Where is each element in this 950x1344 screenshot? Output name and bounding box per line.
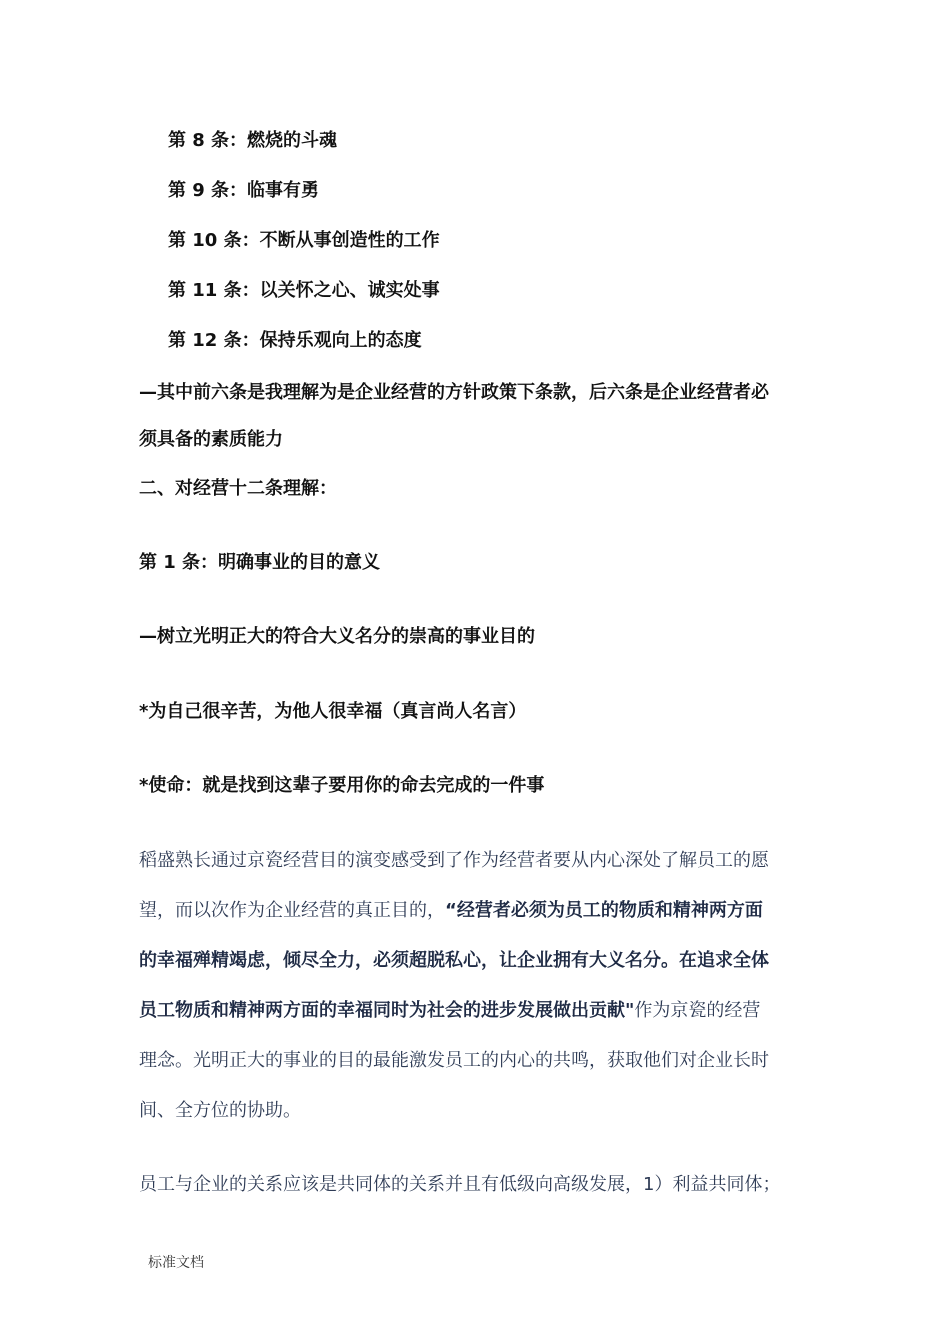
- point-3: *使命：就是找到这辈子要用你的命去完成的一件事: [139, 775, 545, 796]
- para1-line-2-plain: 望，而以次作为企业经营的真正目的，: [139, 900, 445, 921]
- article-11: 第 11 条：以关怀之心、诚实处事: [168, 280, 440, 301]
- paragraph-2: 员工与企业的关系应该是共同体的关系并且有低级向高级发展，1）利益共同体；: [139, 1174, 781, 1195]
- article-9: 第 9 条：临事有勇: [168, 180, 320, 201]
- summary-line-2: 须具备的素质能力: [139, 429, 283, 450]
- para1-line-6: 间、全方位的协助。: [139, 1100, 301, 1121]
- section-heading: 二、对经营十二条理解：: [139, 478, 337, 499]
- point-2: *为自己很辛苦，为他人很幸福（真言尚人名言）: [139, 701, 527, 722]
- para1-line-2-bold: “经营者必须为员工的物质和精神两方面: [445, 900, 763, 921]
- para1-line-2: [139, 899, 763, 923]
- para1-line-4-plain: 作为京瓷的经营: [634, 1000, 761, 1021]
- para1-line-4: [139, 999, 760, 1023]
- article-8: 第 8 条：燃烧的斗魂: [168, 130, 338, 151]
- article-12: 第 12 条：保持乐观向上的态度: [168, 330, 422, 351]
- point-1: —树立光明正大的符合大义名分的崇高的事业目的: [139, 626, 535, 647]
- para1-line-5: 理念。光明正大的事业的目的最能激发员工的内心的共鸣，获取他们对企业长时: [139, 1050, 769, 1071]
- para1-line-3-bold: 的幸福殚精竭虑，倾尽全力，必须超脱私心，让企业拥有大义名分。在追求全体: [139, 950, 769, 971]
- summary-line-1: —其中前六条是我理解为是企业经营的方针政策下条款，后六条是企业经营者必: [139, 382, 769, 403]
- article-10: 第 10 条：不断从事创造性的工作: [168, 230, 440, 251]
- para1-line-1: 稻盛熟长通过京瓷经营目的演变感受到了作为经营者要从内心深处了解员工的愿: [139, 850, 769, 871]
- footer-label: 标准文档: [148, 1255, 204, 1271]
- para1-line-4-bold: 员工物质和精神两方面的幸福同时为社会的进步发展做出贡献": [139, 1000, 635, 1021]
- article-1-title: 第 1 条：明确事业的目的意义: [139, 552, 381, 573]
- para1-line-3: [139, 949, 769, 973]
